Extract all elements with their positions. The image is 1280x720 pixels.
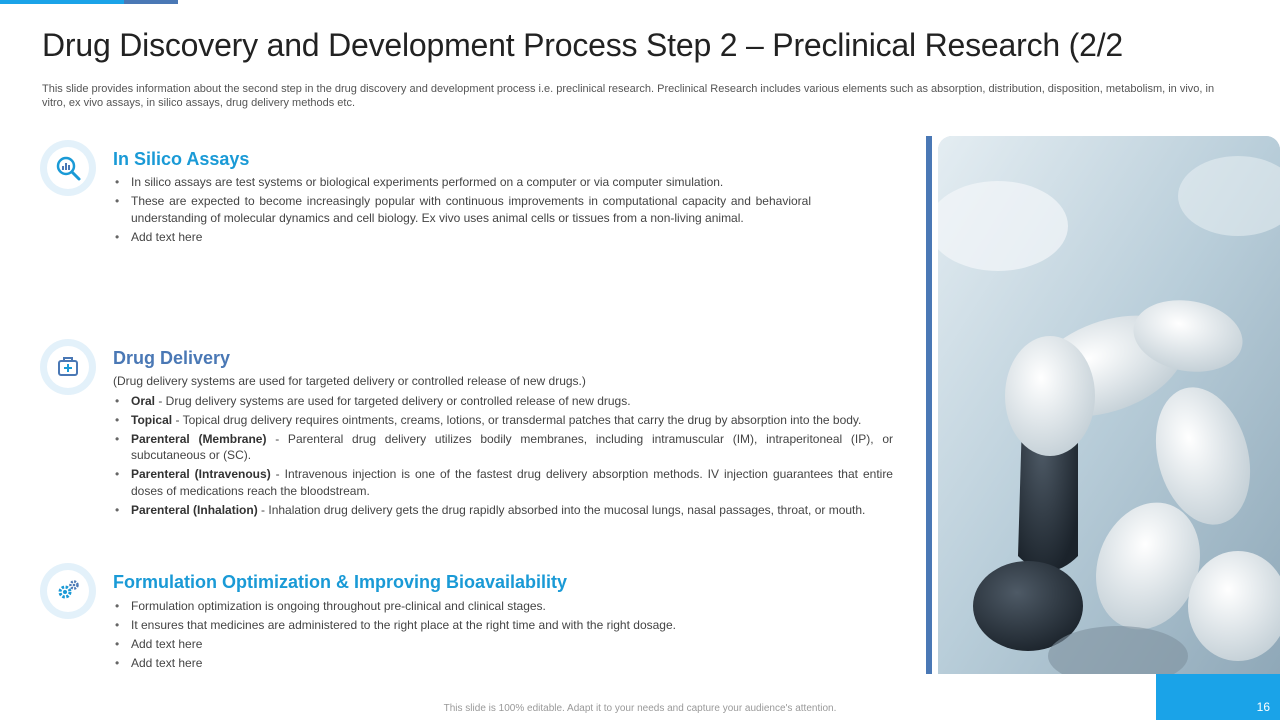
section-body [113,373,893,521]
bullet-item: • Add text here [113,655,893,672]
bullet-item: • Formulation optimization is ongoing throughout pre-clinical and clinical stages. [113,598,893,615]
delivery-item [113,502,893,519]
image-divider-bar [926,136,932,674]
delivery-text: - Parenteral drug delivery utilizes bodily membranes, including intramuscular (IM), intraperitoneal (IP), or subcutaneous or (SC). [131,431,893,462]
magnifier-chart-icon [40,140,96,196]
delivery-term: Parenteral (Inhalation) [131,502,258,517]
section-body [113,598,893,674]
footer-note: This slide is 100% editable. Adapt it to your needs and capture your audience's attention. [443,703,837,714]
delivery-text: - Intravenous injection is one of the fastest drug delivery absorption methods. IV injection guarantees that entire doses of medications reach the bloodstream. [131,467,893,498]
slide-subtitle: This slide provides information about the second step in the drug discovery and development process i.e. preclinical research. Preclinical Research includes various elements such as absorption, distribution, disposition, metabolism, in vivo, in vitro, ex vivo assays, in silico assays, drug delivery methods etc. [42,83,1215,109]
delivery-term: Oral [131,393,156,408]
page-number-box [1156,674,1280,720]
section-lead: (Drug delivery systems are used for targeted delivery or controlled release of new drugs.) [113,374,586,388]
bullet-item: • In silico assays are test systems or biological experiments performed on a computer or via computer simulation. [113,174,893,191]
bullet-item: • Add text here [113,636,893,653]
delivery-text: - Drug delivery systems are used for targeted delivery or controlled release of new drugs. [155,393,631,408]
bullet-item: • Add text here [113,229,893,246]
medical-kit-icon [40,339,96,395]
delivery-item [113,431,893,464]
delivery-item [113,466,893,499]
delivery-text: - Inhalation drug delivery gets the drug rapidly absorbed into the mucosal lungs, nasal passages, throat, or mouth. [257,502,866,517]
capsules-in-jar-photo [938,136,1280,674]
bullet-item: • These are expected to become increasingly popular with continuous improvements in computational capacity and behavioral understanding of molecular dynamics and cell biology. Ex vivo uses animal cells or tissues from a non-living animal. [113,193,811,226]
delivery-item [113,393,893,410]
delivery-term: Parenteral (Intravenous) [131,467,271,481]
delivery-term: Topical [131,412,173,427]
delivery-text: - Topical drug delivery requires ointments, creams, lotions, or transdermal patches that carry the drug by absorption into the body. [172,412,862,427]
gears-icon [40,563,96,619]
page-number: 16 [1256,700,1270,714]
section-body [113,174,893,248]
top-accent-bar [0,0,124,4]
slide-title: Drug Discovery and Development Process Step 2 – Preclinical Research (2/2 [42,27,1124,63]
delivery-item [113,412,893,429]
section-title: Drug Delivery [113,348,231,368]
section-title: Formulation Optimization & Improving Bioavailability [113,572,568,592]
delivery-term: Parenteral (Membrane) [131,431,267,446]
bullet-item: • It ensures that medicines are administered to the right place at the right time and with the right dosage. [113,617,893,634]
top-accent-bar-secondary [124,0,178,4]
section-title: In Silico Assays [113,149,250,169]
